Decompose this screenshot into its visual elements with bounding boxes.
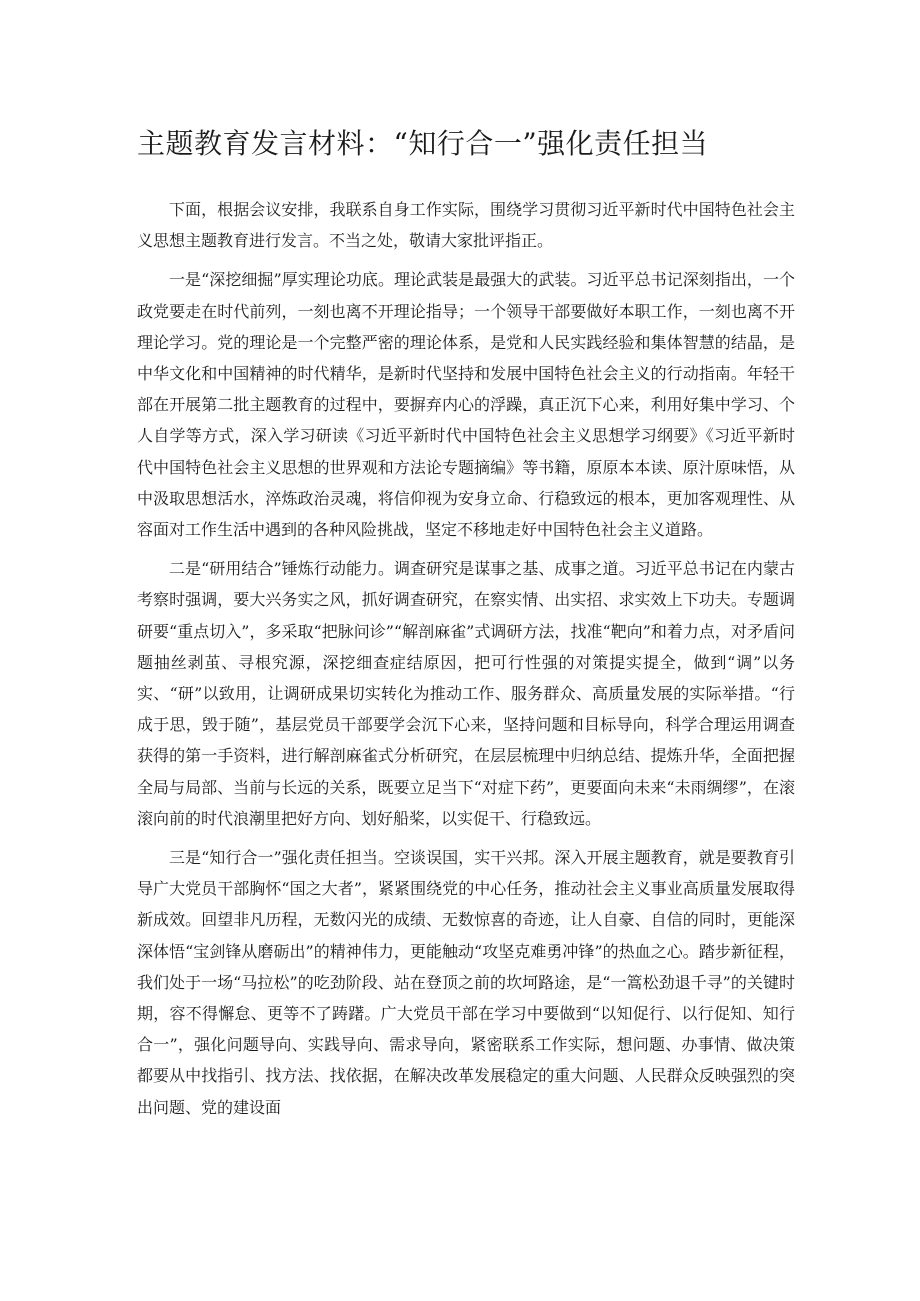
paragraph-theory: 一是“深挖细掘”厚实理论功底。理论武装是最强大的武装。习近平总书记深刻指出，一个政党要走在时代前列，一刻也离不开理论指导；一个领导干部要做好本职工作，一刻也离不开理论学习。党的理论是一个完整严密的理论体系，是党和人民实践经验和集体智慧的结晶，是中华文化和中国精神的时代精华，是新时代坚持和发展中国特色社会主义的行动指南。年轻干部在开展第二批主题教育的过程中，要摒弃内心的浮躁，真正沉下心来，利用好集中学习、个人自学等方式，深入学习研读《习近平新时代中国特色社会主义思想学习纲要》《习近平新时代中国特色社会主义思想的世界观和方法论专题摘编》等书籍，原原本本读、原汁原味悟，从中汲取思想活水，淬炼政治灵魂，将信仰视为安身立命、行稳致远的根本，更加客观理性、从容面对工作生活中遇到的各种风险挑战，坚定不移地走好中国特色社会主义道路。 bbox=[137, 270, 795, 540]
paragraph-action: 三是“知行合一”强化责任担当。空谈误国，实干兴邦。深入开展主题教育，就是要教育引导广大党员干部胸怀“国之大者”，紧紧围绕党的中心任务，推动社会主义事业高质量发展取得新成效。回望非凡历程，无数闪光的成绩、无数惊喜的奇迹，让人自豪、自信的同时，更能深深体悟“宝剑锋从磨砺出”的精神伟力，更能触动“攻坚克难勇冲锋”的热血之心。踏步新征程，我们处于一场“马拉松”的吃劲阶段、站在登顶之前的坎坷路途，是“一篙松劲退千寻”的关键时期，容不得懈怠、更等不了踌躇。广大党员干部在学习中要做到“以知促行、以行促知、知行合一”，强化问题导向、实践导向、需求导向，紧密联系工作实际，想问题、办事情、做决策都要从中找指引、找方法、找依据，在解决改革发展稳定的重大问题、人民群众反映强烈的突出问题、党的建设面 bbox=[137, 848, 795, 1117]
paragraph-intro: 下面，根据会议安排，我联系自身工作实际，围绕学习贯彻习近平新时代中国特色社会主义思想主题教育进行发言。不当之处，敬请大家批评指正。 bbox=[137, 200, 795, 251]
document-body bbox=[137, 122, 795, 1131]
document-title: 主题教育发言材料：“知行合一”强化责任担当 bbox=[137, 127, 709, 160]
paragraph-research: 二是“研用结合”锤炼行动能力。调查研究是谋事之基、成事之道。习近平总书记在内蒙古考察时强调，要大兴务实之风，抓好调查研究，在察实情、出实招、求实效上下功夫。专题调研要“重点切入”，多采取“把脉问诊”“解剖麻雀”式调研方法，找准“靶向”和着力点，对矛盾问题抽丝剥茧、寻根究源，深挖细查症结原因，把可行性强的对策提实提全，做到“调”以务实、“研”以致用，让调研成果切实转化为推动工作、服务群众、高质量发展的实际举措。“行成于思，毁于随”，基层党员干部要学会沉下心来，坚持问题和目标导向，科学合理运用调查获得的第一手资料，进行解剖麻雀式分析研究，在层层梳理中归纳总结、提炼升华，全面把握全局与局部、当前与长远的关系，既要立足当下“对症下药”，更要面向未来“未雨绸缪”，在滚滚向前的时代浪潮里把好方向、划好船桨，以实促干、行稳致远。 bbox=[137, 559, 795, 828]
